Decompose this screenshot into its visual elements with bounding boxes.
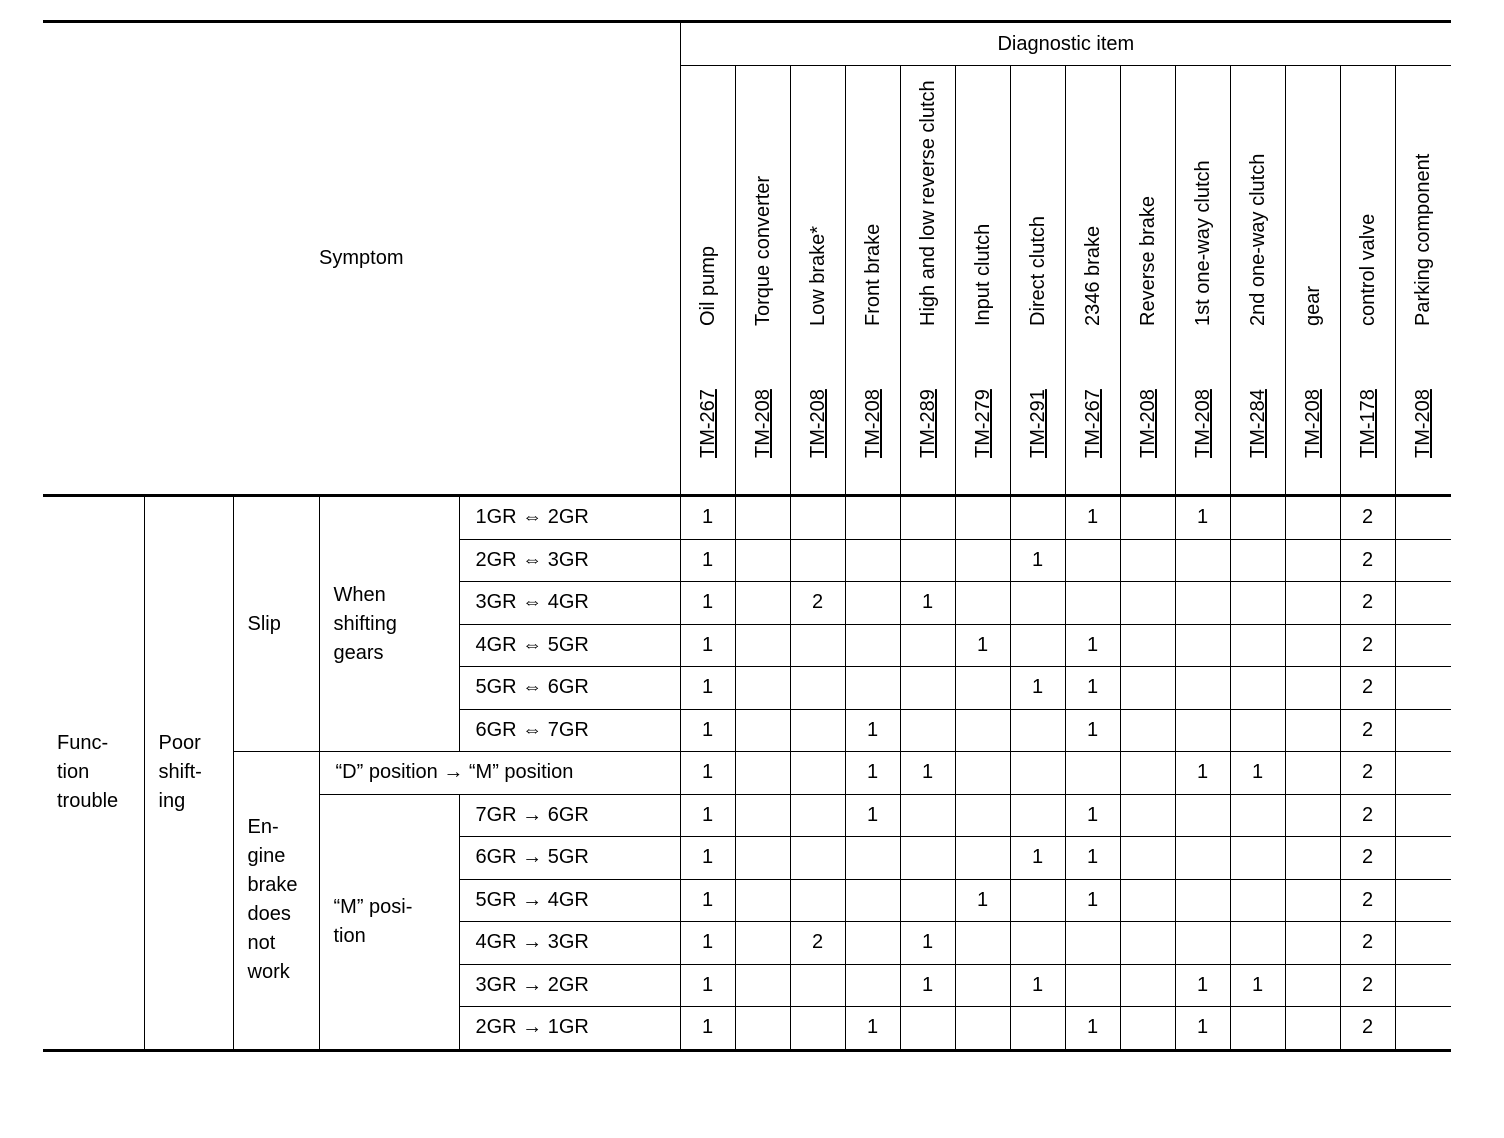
- value-cell: 1: [680, 922, 735, 965]
- value-cell: [1010, 582, 1065, 625]
- value-cell: [1120, 582, 1175, 625]
- column-header: [735, 66, 790, 496]
- value-cell: [1230, 837, 1285, 880]
- value-cell: 2: [1340, 539, 1395, 582]
- column-label: 1st one-way clutch: [1191, 160, 1214, 326]
- value-cell: [1395, 1007, 1451, 1051]
- column-ref[interactable]: TM-267: [696, 389, 719, 458]
- value-cell: [1065, 539, 1120, 582]
- column-label: Front brake: [861, 223, 884, 326]
- value-cell: 1: [680, 624, 735, 667]
- column-label: control valve: [1356, 213, 1379, 326]
- column-header: [1175, 66, 1230, 496]
- column-ref[interactable]: TM-289: [916, 389, 939, 458]
- value-cell: [790, 837, 845, 880]
- value-cell: 1: [900, 582, 955, 625]
- value-cell: 1: [955, 624, 1010, 667]
- value-cell: [1285, 624, 1340, 667]
- value-cell: [1120, 667, 1175, 710]
- value-cell: [1120, 922, 1175, 965]
- value-cell: [790, 667, 845, 710]
- value-cell: [790, 624, 845, 667]
- value-cell: 2: [790, 922, 845, 965]
- value-cell: [1010, 709, 1065, 752]
- value-cell: 1: [955, 879, 1010, 922]
- column-header: [1395, 66, 1451, 496]
- value-cell: [845, 667, 900, 710]
- value-cell: [1285, 709, 1340, 752]
- value-cell: [1285, 539, 1340, 582]
- value-cell: [1175, 794, 1230, 837]
- value-cell: [1120, 837, 1175, 880]
- value-cell: 1: [845, 709, 900, 752]
- value-cell: 1: [1230, 964, 1285, 1007]
- value-cell: 1: [900, 922, 955, 965]
- value-cell: [1120, 752, 1175, 795]
- value-cell: [1395, 667, 1451, 710]
- value-cell: [735, 539, 790, 582]
- value-cell: [1175, 624, 1230, 667]
- value-cell: [1010, 879, 1065, 922]
- value-cell: 1: [845, 1007, 900, 1051]
- value-cell: 1: [1175, 964, 1230, 1007]
- symptom-level2: Poor shift- ing: [144, 496, 233, 1051]
- value-cell: [845, 496, 900, 540]
- value-cell: [1395, 964, 1451, 1007]
- value-cell: 1: [680, 1007, 735, 1051]
- row-label: 2GR ⇔ 3GR: [459, 539, 680, 582]
- table-row: [43, 752, 1451, 795]
- value-cell: [1175, 922, 1230, 965]
- value-cell: [1230, 624, 1285, 667]
- value-cell: [1120, 624, 1175, 667]
- value-cell: [955, 582, 1010, 625]
- value-cell: [1285, 496, 1340, 540]
- value-cell: [1395, 496, 1451, 540]
- value-cell: [1285, 837, 1340, 880]
- column-header: [790, 66, 845, 496]
- value-cell: [1395, 837, 1451, 880]
- value-cell: [1065, 964, 1120, 1007]
- value-cell: [1285, 922, 1340, 965]
- value-cell: [900, 794, 955, 837]
- value-cell: [955, 964, 1010, 1007]
- value-cell: [900, 1007, 955, 1051]
- value-cell: [1175, 582, 1230, 625]
- column-label: Input clutch: [971, 223, 994, 326]
- value-cell: 1: [680, 964, 735, 1007]
- value-cell: 1: [1065, 624, 1120, 667]
- value-cell: [1395, 794, 1451, 837]
- value-cell: [1175, 667, 1230, 710]
- value-cell: [790, 879, 845, 922]
- value-cell: [955, 794, 1010, 837]
- value-cell: 1: [680, 582, 735, 625]
- value-cell: 1: [1230, 752, 1285, 795]
- value-cell: [790, 964, 845, 1007]
- value-cell: [1120, 709, 1175, 752]
- column-header: [900, 66, 955, 496]
- value-cell: [1285, 752, 1340, 795]
- value-cell: [735, 837, 790, 880]
- column-ref[interactable]: TM-291: [1026, 389, 1049, 458]
- value-cell: [955, 539, 1010, 582]
- value-cell: [735, 709, 790, 752]
- value-cell: 1: [680, 709, 735, 752]
- value-cell: [845, 539, 900, 582]
- value-cell: [1230, 879, 1285, 922]
- value-cell: [1230, 794, 1285, 837]
- value-cell: [955, 752, 1010, 795]
- value-cell: [1175, 837, 1230, 880]
- value-cell: [790, 709, 845, 752]
- diagnostic-table: [43, 20, 1451, 1052]
- value-cell: [1120, 964, 1175, 1007]
- value-cell: [845, 582, 900, 625]
- value-cell: [1285, 964, 1340, 1007]
- value-cell: 1: [1065, 709, 1120, 752]
- value-cell: [1395, 539, 1451, 582]
- value-cell: [900, 837, 955, 880]
- value-cell: [1230, 539, 1285, 582]
- column-label: Parking component: [1412, 153, 1435, 326]
- value-cell: [1120, 539, 1175, 582]
- row-label: 2GR → 1GR: [459, 1007, 680, 1051]
- column-ref[interactable]: TM-208: [806, 389, 829, 458]
- value-cell: [1175, 879, 1230, 922]
- value-cell: 1: [680, 752, 735, 795]
- value-cell: [735, 752, 790, 795]
- value-cell: 2: [1340, 964, 1395, 1007]
- value-cell: 1: [1010, 539, 1065, 582]
- value-cell: [735, 794, 790, 837]
- column-header: [1120, 66, 1175, 496]
- table-row: [43, 496, 1451, 540]
- value-cell: [735, 922, 790, 965]
- value-cell: 1: [1010, 837, 1065, 880]
- value-cell: 2: [1340, 667, 1395, 710]
- value-cell: [1010, 794, 1065, 837]
- value-cell: 1: [1065, 794, 1120, 837]
- value-cell: [1285, 582, 1340, 625]
- row-label: 6GR ⇔ 7GR: [459, 709, 680, 752]
- value-cell: 2: [790, 582, 845, 625]
- column-ref[interactable]: TM-267: [1081, 389, 1104, 458]
- row-label: 7GR → 6GR: [459, 794, 680, 837]
- column-label: Reverse brake: [1136, 195, 1159, 326]
- symptom-slip: Slip: [233, 496, 319, 752]
- value-cell: [1230, 1007, 1285, 1051]
- value-cell: [1395, 709, 1451, 752]
- value-cell: [1175, 539, 1230, 582]
- value-cell: [1395, 879, 1451, 922]
- column-header: [955, 66, 1010, 496]
- column-ref[interactable]: TM-208: [1191, 389, 1214, 458]
- value-cell: [1285, 794, 1340, 837]
- column-header: [1230, 66, 1285, 496]
- value-cell: [1230, 496, 1285, 540]
- row-label: 6GR → 5GR: [459, 837, 680, 880]
- diagnostic-item-header: Diagnostic item: [680, 22, 1451, 66]
- value-cell: 2: [1340, 624, 1395, 667]
- value-cell: [900, 539, 955, 582]
- symptom-header: Symptom: [43, 22, 680, 496]
- value-cell: [1010, 496, 1065, 540]
- value-cell: [735, 1007, 790, 1051]
- value-cell: [790, 752, 845, 795]
- value-cell: [1120, 879, 1175, 922]
- value-cell: [1285, 667, 1340, 710]
- value-cell: [1175, 709, 1230, 752]
- value-cell: [1395, 624, 1451, 667]
- value-cell: [1120, 1007, 1175, 1051]
- column-ref[interactable]: TM-178: [1356, 389, 1379, 458]
- column-ref[interactable]: TM-208: [1412, 389, 1435, 458]
- value-cell: [1010, 922, 1065, 965]
- row-label: 3GR ⇔ 4GR: [459, 582, 680, 625]
- value-cell: 1: [1010, 667, 1065, 710]
- value-cell: 1: [680, 794, 735, 837]
- column-label: Low brake*: [806, 225, 829, 326]
- value-cell: 2: [1340, 709, 1395, 752]
- symptom-engine-brake: En- gine brake does not work: [233, 752, 319, 1051]
- value-cell: 2: [1340, 1007, 1395, 1051]
- value-cell: [735, 667, 790, 710]
- symptom-level1: Func- tion trouble: [43, 496, 144, 1051]
- value-cell: 2: [1340, 794, 1395, 837]
- value-cell: [955, 1007, 1010, 1051]
- value-cell: [790, 539, 845, 582]
- symptom-m-position: “M” posi- tion: [319, 794, 459, 1050]
- value-cell: 1: [1065, 837, 1120, 880]
- value-cell: 2: [1340, 752, 1395, 795]
- value-cell: 1: [680, 667, 735, 710]
- value-cell: [735, 964, 790, 1007]
- value-cell: 1: [900, 752, 955, 795]
- column-label: Oil pump: [696, 245, 719, 326]
- value-cell: 2: [1340, 582, 1395, 625]
- column-ref[interactable]: TM-208: [861, 389, 884, 458]
- column-label: 2346 brake: [1081, 225, 1104, 326]
- value-cell: [900, 667, 955, 710]
- value-cell: [1230, 582, 1285, 625]
- value-cell: 2: [1340, 837, 1395, 880]
- value-cell: 1: [1065, 879, 1120, 922]
- column-ref[interactable]: TM-208: [1136, 389, 1159, 458]
- symptom-when-shifting: When shifting gears: [319, 496, 459, 752]
- column-label: High and low reverse clutch: [916, 80, 939, 326]
- value-cell: 1: [1175, 752, 1230, 795]
- row-label: 4GR → 3GR: [459, 922, 680, 965]
- column-label: Torque converter: [751, 175, 774, 326]
- column-header: [680, 66, 735, 496]
- value-cell: [1395, 922, 1451, 965]
- value-cell: [735, 879, 790, 922]
- value-cell: 1: [680, 879, 735, 922]
- value-cell: 1: [1175, 1007, 1230, 1051]
- row-label: 1GR ⇔ 2GR: [459, 496, 680, 540]
- value-cell: 2: [1340, 496, 1395, 540]
- value-cell: [1285, 879, 1340, 922]
- column-header: [845, 66, 900, 496]
- value-cell: [900, 879, 955, 922]
- value-cell: [1010, 624, 1065, 667]
- value-cell: 1: [680, 837, 735, 880]
- value-cell: 2: [1340, 922, 1395, 965]
- value-cell: [1120, 794, 1175, 837]
- row-label: 5GR → 4GR: [459, 879, 680, 922]
- value-cell: 1: [1065, 667, 1120, 710]
- value-cell: [845, 879, 900, 922]
- value-cell: [845, 837, 900, 880]
- value-cell: [845, 964, 900, 1007]
- value-cell: [955, 496, 1010, 540]
- row-label: 5GR ⇔ 6GR: [459, 667, 680, 710]
- column-header: [1340, 66, 1395, 496]
- value-cell: 1: [680, 496, 735, 540]
- value-cell: [1065, 922, 1120, 965]
- value-cell: [900, 496, 955, 540]
- value-cell: [1230, 709, 1285, 752]
- value-cell: [790, 794, 845, 837]
- value-cell: 1: [900, 964, 955, 1007]
- value-cell: [845, 922, 900, 965]
- value-cell: [1230, 922, 1285, 965]
- value-cell: [845, 624, 900, 667]
- value-cell: 2: [1340, 879, 1395, 922]
- column-header: [1285, 66, 1340, 496]
- value-cell: [955, 922, 1010, 965]
- column-label: Direct clutch: [1026, 215, 1049, 326]
- value-cell: 1: [845, 752, 900, 795]
- row-label: “D” position → “M” position: [319, 752, 680, 795]
- value-cell: [1065, 752, 1120, 795]
- value-cell: [1010, 1007, 1065, 1051]
- column-ref[interactable]: TM-208: [751, 389, 774, 458]
- value-cell: [1065, 582, 1120, 625]
- column-label: gear: [1301, 285, 1324, 326]
- column-ref[interactable]: TM-279: [971, 389, 994, 458]
- value-cell: [1285, 1007, 1340, 1051]
- row-label: 3GR → 2GR: [459, 964, 680, 1007]
- column-ref[interactable]: TM-208: [1301, 389, 1324, 458]
- value-cell: [735, 582, 790, 625]
- value-cell: [1010, 752, 1065, 795]
- value-cell: 1: [1175, 496, 1230, 540]
- column-header: [1065, 66, 1120, 496]
- value-cell: [900, 624, 955, 667]
- value-cell: [1395, 582, 1451, 625]
- value-cell: [790, 496, 845, 540]
- value-cell: [900, 709, 955, 752]
- row-label: 4GR ⇔ 5GR: [459, 624, 680, 667]
- column-label: 2nd one-way clutch: [1246, 153, 1269, 326]
- value-cell: 1: [1010, 964, 1065, 1007]
- value-cell: [735, 624, 790, 667]
- value-cell: [1120, 496, 1175, 540]
- value-cell: [1395, 752, 1451, 795]
- column-ref[interactable]: TM-284: [1246, 389, 1269, 458]
- column-header: [1010, 66, 1065, 496]
- value-cell: 1: [1065, 496, 1120, 540]
- value-cell: 1: [1065, 1007, 1120, 1051]
- value-cell: 1: [680, 539, 735, 582]
- value-cell: [1230, 667, 1285, 710]
- value-cell: [955, 667, 1010, 710]
- value-cell: [955, 709, 1010, 752]
- value-cell: [735, 496, 790, 540]
- value-cell: 1: [845, 794, 900, 837]
- value-cell: [955, 837, 1010, 880]
- value-cell: [790, 1007, 845, 1051]
